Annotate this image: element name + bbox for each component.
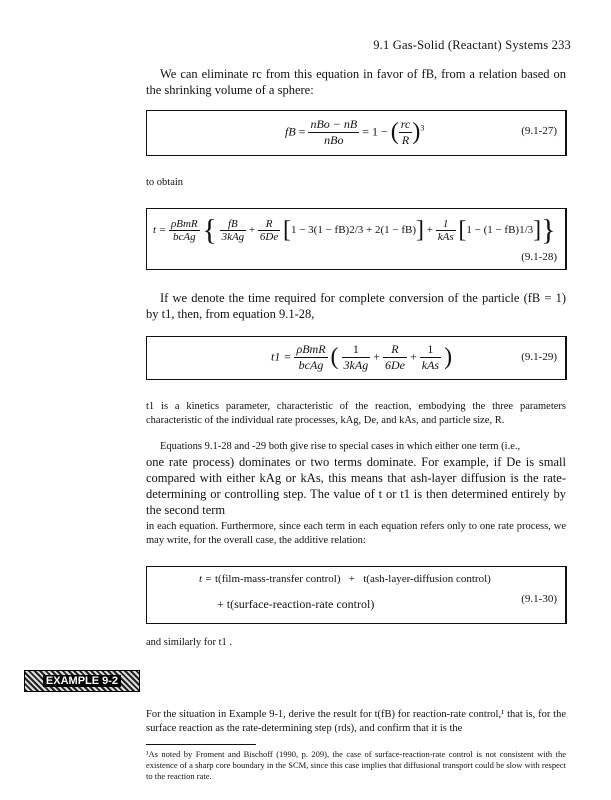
equation-number: (9.1-29): [521, 351, 557, 363]
paragraph-intro: We can eliminate rc from this equation in favor of fB, from a relation based on the shrinking volume of a sphere:: [146, 67, 566, 97]
equation-box-9-1-30: [146, 566, 567, 624]
text-to-obtain: to obtain: [146, 177, 184, 188]
equation-9-1-30-line1: t = t(film-mass-transfer control) + t(ash-layer-diffusion control): [199, 573, 491, 585]
equation-9-1-27: fB = $\frac{\text{nBo − nB}}{\text{nBo}}$ = 1 − ( $\frac{rc}{R}$ )$^3$: [285, 117, 425, 147]
equation-number: (9.1-30): [521, 593, 557, 605]
equation-box-9-1-29: [146, 336, 567, 380]
text-and-similarly: and similarly for t1 .: [146, 637, 233, 648]
paragraph-special-cases-b: one rate process) dominates or two terms dominate. For example, if De is small compared with either kAg or kAs, this means that ash-layer diffusion is the rate-determining or controlling step. The value of t or t1 is then determined entirely by the second term: [146, 455, 566, 517]
paragraph-example: For the situation in Example 9-1, derive the result for t(fB) for reaction-rate control,¹ that is, for the surface reaction as the rate-determining step (rds), and confirm that it is the: [146, 709, 566, 734]
equation-box-9-1-28: [146, 208, 567, 270]
equation-number: (9.1-27): [521, 125, 557, 137]
equation-9-1-30-line2: + t(surface-reaction-rate control): [217, 597, 375, 611]
paragraph-kinetics-parameter: t1 is a kinetics parameter, characteristic of the reaction, embodying the three parameters characteristic of the individual rate processes, kAg, De, and kAs, and particle size, R.: [146, 401, 566, 426]
footnote-rule: [146, 744, 256, 745]
example-label: EXAMPLE 9-2: [24, 670, 140, 692]
paragraph-special-cases-c: in each equation. Furthermore, since each term in each equation refers only to one rate process, we may write, for the overall case, the additive relation:: [146, 521, 566, 546]
equation-box-9-1-27: [146, 110, 567, 156]
equation-9-1-29: t1 = $\frac{\text{ρBmR}}{\text{bcAg}}$ ( $\frac{1}{\text{3kAg}}$ + $\frac{R}{6De}$ + $\frac{1}{\text{kAs}}$ ): [271, 342, 453, 372]
paragraph-special-cases-a: Equations 9.1-28 and -29 both give rise to special cases in which either one term (i.e.,: [160, 441, 521, 452]
equation-number: (9.1-28): [521, 251, 557, 263]
paragraph-complete-conversion: If we denote the time required for complete conversion of the particle (fB = 1) by t1, then, from equation 9.1-28,: [146, 291, 566, 321]
footnote: ¹As noted by Froment and Bischoff (1990, p. 209), the case of surface-reaction-rate control is not consistent with the existence of a sharp core boundary in the SCM, since this case implies that diffusional transport could be slow with respect to the reaction rate.: [146, 749, 566, 781]
running-header: 9.1 Gas-Solid (Reactant) Systems 233: [373, 38, 571, 52]
equation-9-1-28: t = $\frac{\text{ρBmR}}{\text{bcAg}}$ { $\frac{fB}{\text{3kAg}}$ + $\frac{R}{6De}$ [1 − 3(1 − fB)2/3 + 2(1 − fB)] + $\frac{1}{\text{kAs}}$ [1 − (1 − fB)1/3]}: [153, 213, 556, 247]
